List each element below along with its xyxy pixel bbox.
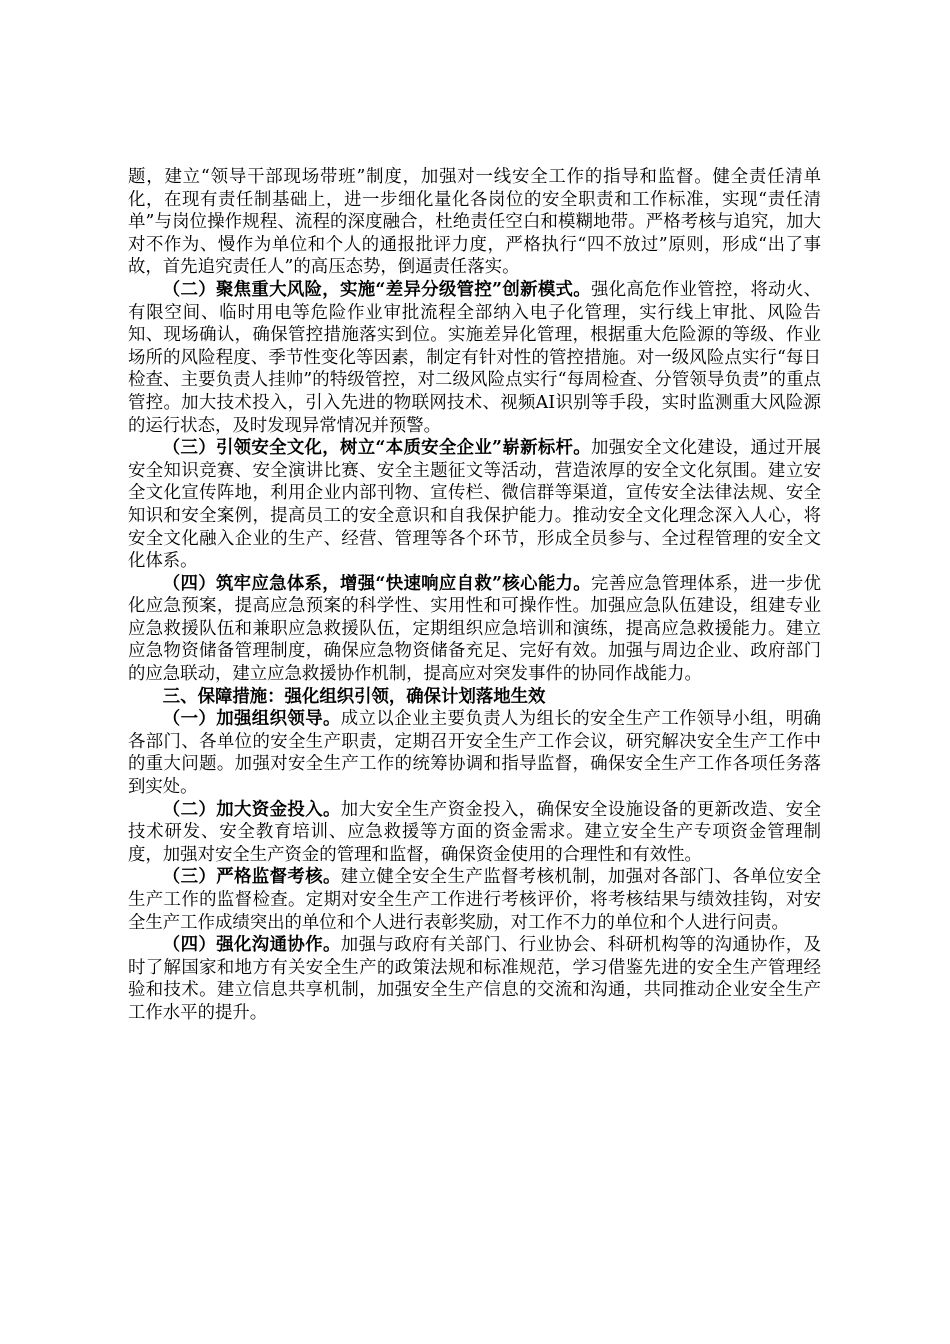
paragraph-heading: （二）聚焦重大风险，实施“差异分级管控”创新模式。 xyxy=(162,279,591,300)
paragraph-heading: （二）加大资金投入。 xyxy=(162,799,341,820)
section-heading: 三、保障措施：强化组织引领，确保计划落地生效 xyxy=(162,686,546,707)
section-heading-safeguards xyxy=(128,686,821,709)
paragraph-body: 加强与政府有关部门、行业协会、科研机构等的沟通协作，及时了解国家和地方有关安全生产的政策法规和标准规范，学习借鉴先进的安全生产管理经验和技术。建立信息共享机制，加强安全生产信息的交流和沟通，共同推动企业安全生产工作水平的提升。 xyxy=(128,935,821,1023)
paragraph-body: 成立以企业主要负责人为组长的安全生产工作领导小组，明确各部门、各单位的安全生产职责，定期召开安全生产工作会议，研究解决安全生产工作中的重大问题。加强对安全生产工作的统筹协调和指导监督，确保安全生产工作各项任务落到实处。 xyxy=(128,709,821,798)
paragraph-body: 加大安全生产资金投入，确保安全设施设备的更新改造、安全技术研发、安全教育培训、应急救援等方面的资金需求。建立安全生产专项资金管理制度，加强对安全生产资金的管理和监督，确保资金使用的合理性和有效性。 xyxy=(128,799,821,865)
paragraph-body: 题，建立“领导干部现场带班”制度，加强对一线安全工作的指导和监督。健全责任清单化，在现有责任制基础上，进一步细化量化各岗位的安全职责和工作标准，实现“责任清单”与岗位操作规程、流程的深度融合，杜绝责任空白和模糊地带。严格考核与追究，加大对不作为、慢作为单位和个人的通报批评力度，严格执行“四不放过”原则，形成“出了事故，首先追究责任人”的高压态势，倒逼责任落实。 xyxy=(128,167,821,278)
paragraph-emergency-system xyxy=(128,573,821,686)
paragraph-body: 完善应急管理体系，进一步优化应急预案，提高应急预案的科学性、实用性和可操作性。加强应急队伍建设，组建专业应急救援队伍和兼职应急救援队伍，定期组织应急培训和演练，提高应急救援能力。建立应急物资储备管理制度，确保应急物资储备充足、完好有效。加强与周边企业、政府部门的应急联动，建立应急救援协作机制，提高应对突发事件的协同作战能力。 xyxy=(128,573,821,685)
paragraph-body: 加强安全文化建设，通过开展安全知识竞赛、安全演讲比赛、安全主题征文等活动，营造浓厚的安全文化氛围。建立安全文化宣传阵地，利用企业内部刊物、宣传栏、微信群等渠道，宣传安全法律法规、安全知识和安全案例，提高员工的安全意识和自我保护能力。推动安全文化理念深入人心，将安全文化融入企业的生产、经营、管理等各个环节，形成全员参与、全过程管理的安全文化体系。 xyxy=(128,438,821,572)
paragraph-leadership xyxy=(128,708,821,798)
paragraph-heading: （三）引领安全文化，树立“本质安全企业”崭新标杆。 xyxy=(162,438,591,459)
paragraph-body: 强化高危作业管控，将动火、有限空间、临时用电等危险作业审批流程全部纳入电子化管理，实行线上审批、风险告知、现场确认，确保管控措施落实到位。实施差异化管理，根据重大危险源的等级、作业场所的风险程度、季节性变化等因素，制定有针对性的管控措施。对一级风险点实行“每日检查、主要负责人挂帅”的特级管控，对二级风险点实行“每周检查、分管领导负责”的重点管控。加大技术投入，引入先进的物联网技术、视频AI识别等手段，实时监测重大风险源的运行状态，及时发现异常情况并预警。 xyxy=(128,279,821,436)
paragraph-funding xyxy=(128,799,821,867)
paragraph-heading: （一）加强组织领导。 xyxy=(162,709,341,730)
document-page xyxy=(128,166,821,1025)
paragraph-safety-culture xyxy=(128,437,821,573)
paragraph-communication xyxy=(128,934,821,1024)
paragraph-heading: （四）筑牢应急体系，增强“快速响应自救”核心能力。 xyxy=(162,573,591,594)
paragraph-heading: （四）强化沟通协作。 xyxy=(162,935,341,956)
paragraph-body: 建立健全安全生产监督考核机制，加强对各部门、各单位安全生产工作的监督检查。定期对安全生产工作进行考核评价，将考核结果与绩效挂钩，对安全生产工作成绩突出的单位和个人进行表彰奖励，对工作不力的单位和个人进行问责。 xyxy=(128,867,821,933)
paragraph-supervision xyxy=(128,866,821,934)
paragraph-heading: （三）严格监督考核。 xyxy=(162,867,341,888)
paragraph-risk-control xyxy=(128,279,821,437)
paragraph-intro xyxy=(128,166,821,279)
